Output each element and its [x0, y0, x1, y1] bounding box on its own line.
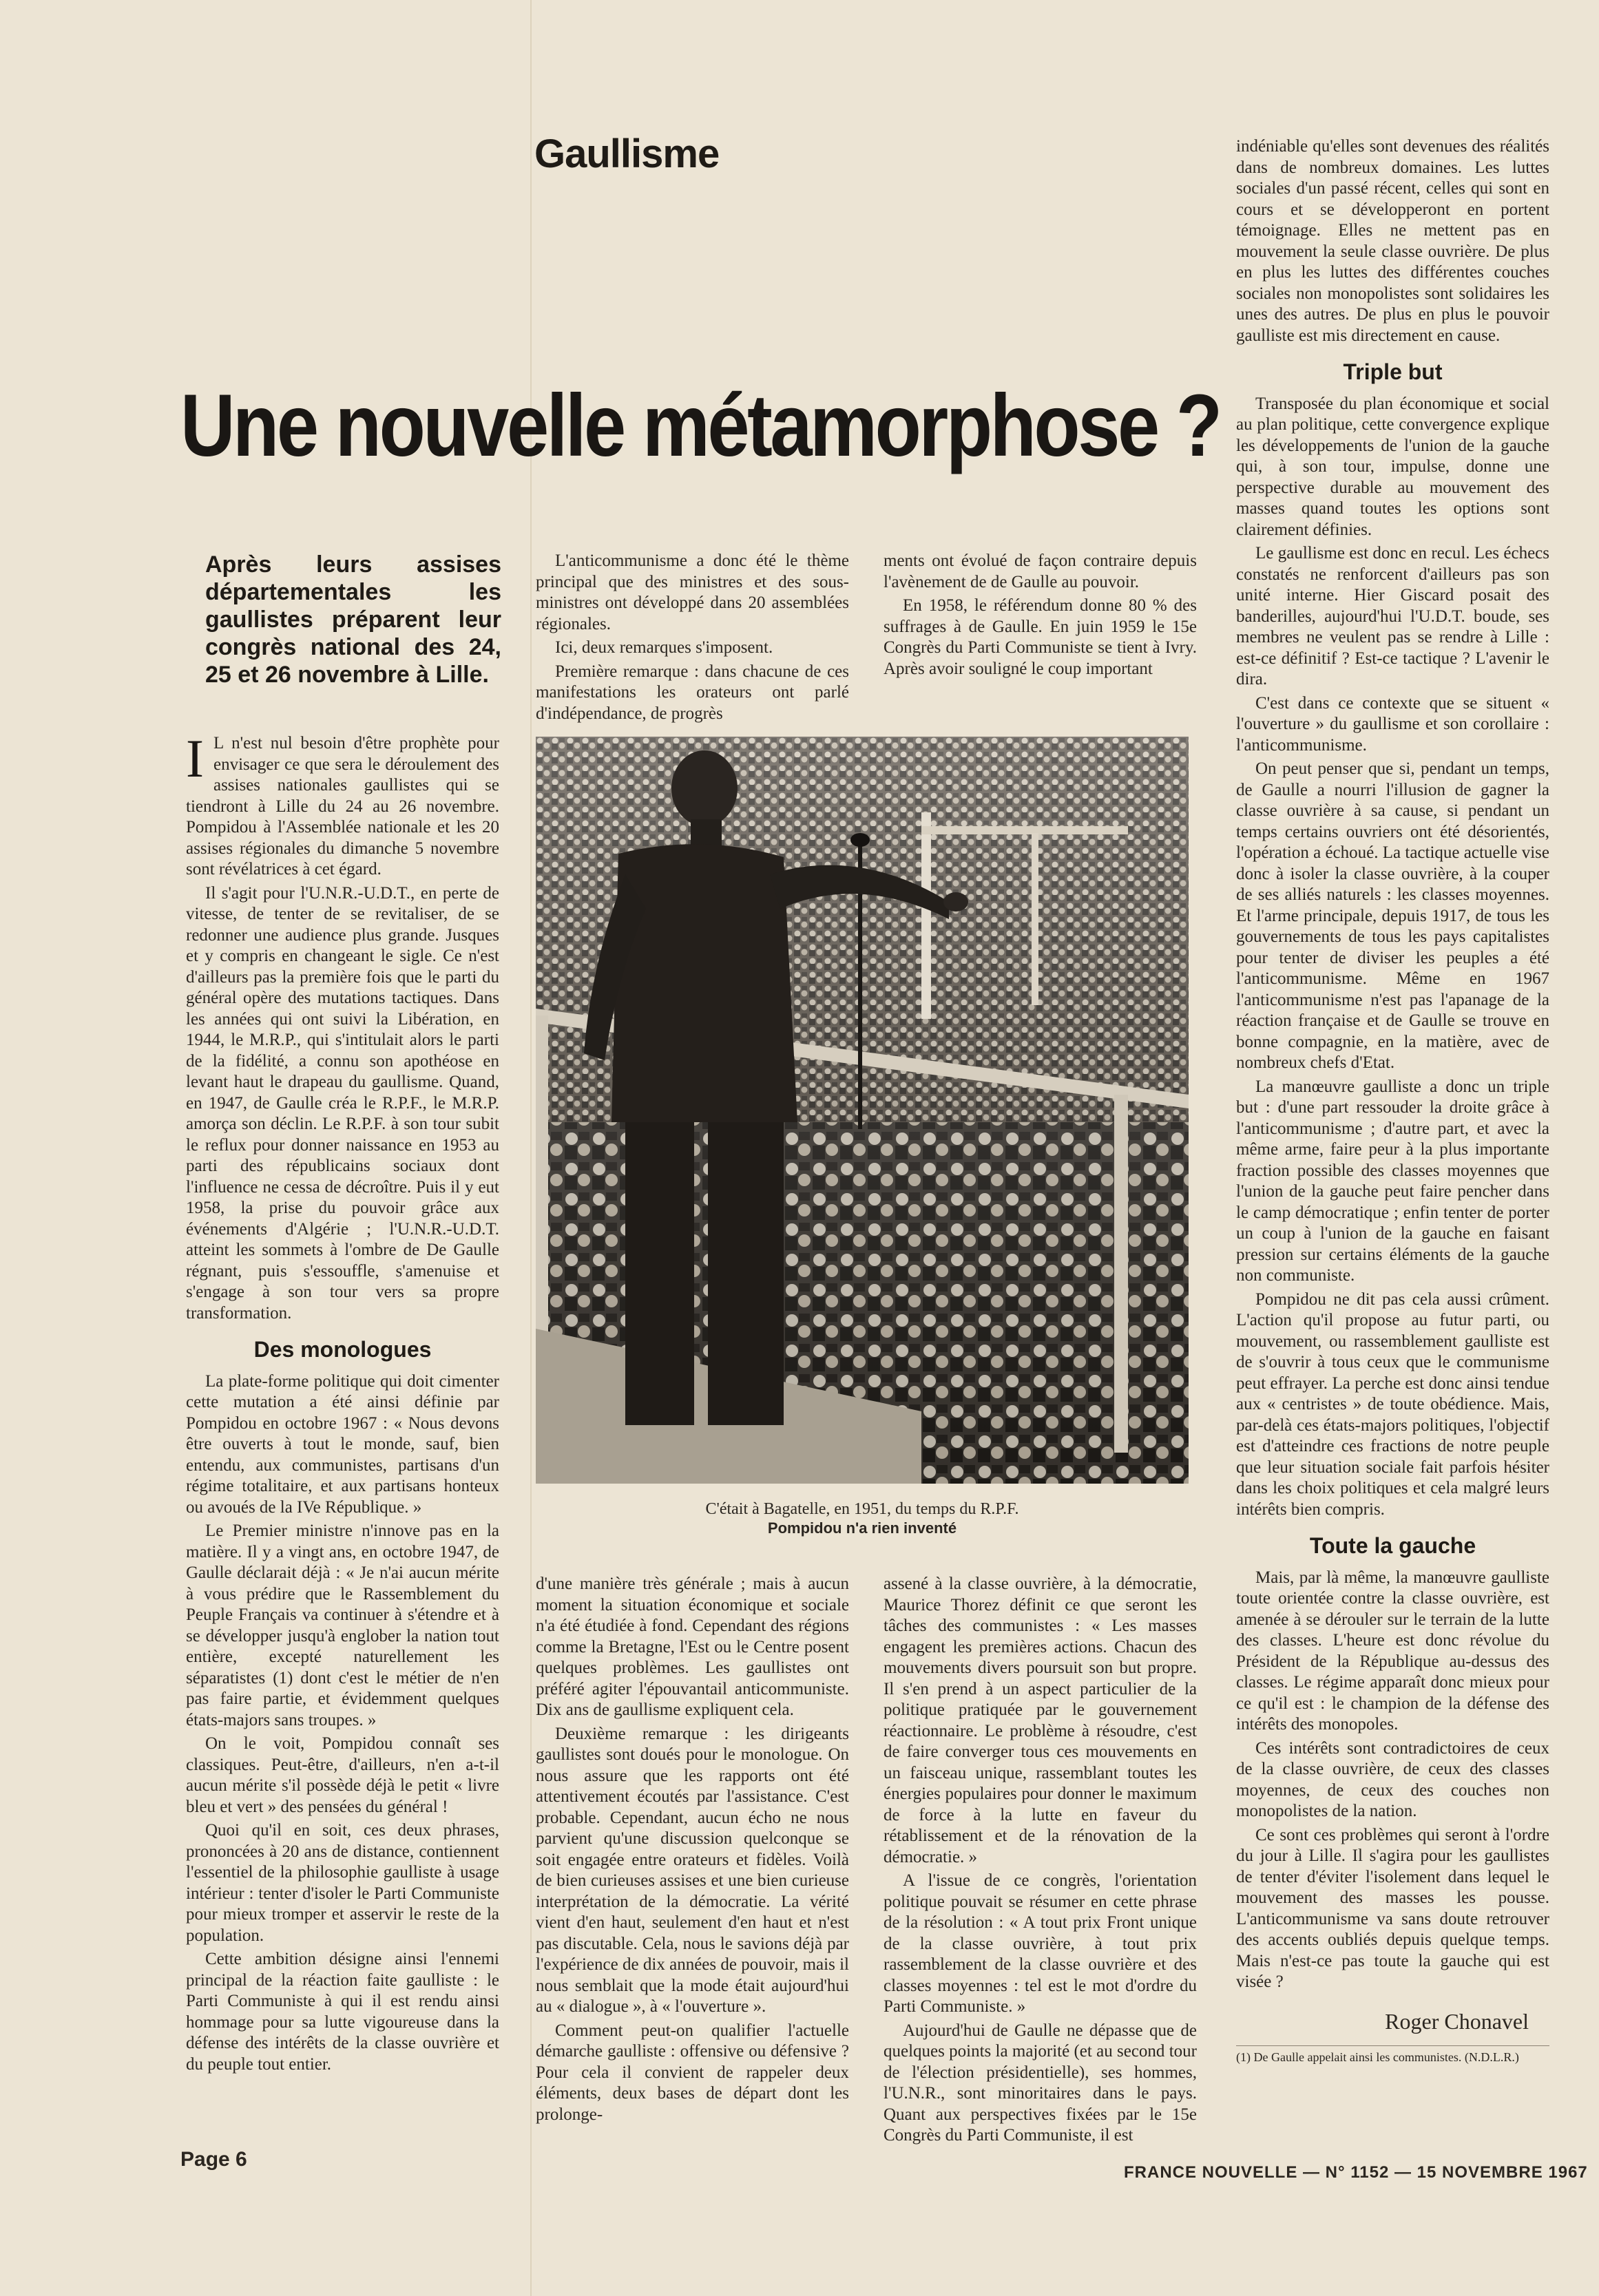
column-3-bottom	[884, 1574, 1197, 2149]
paragraph: Le gaullisme est donc en recul. Les échecs constatés ne renforcent d'ailleurs pas son unité interne. Hier Giscard posait des banderilles, aujourd'hui l'U.D.T. boude, ses membres ne veulent pas se rendre à Lille : est-ce définitif ? Est-ce tactique ? L'avenir le dira.	[1236, 544, 1549, 688]
author-signature: Roger Chonavel	[1385, 2008, 1529, 2034]
paragraph: On peut penser que si, pendant un temps, de Gaulle a nourri l'illusion de gagner la classe ouvrière à sa cause, si pendant un temps certains ouvriers ont été désorientés, l'opération a échoué. La tactique actuelle vise donc à isoler la classe ouvrière, à la couper de ses alliés naturels : les classes moyennes. Et l'arme principale, depuis 1917, de tous les gouvernements de tous les pays capitalistes pour tenter de diviser les peuples a été l'anticommunisme. Même en 1967 l'anticommunisme n'est pas l'apanage de la réaction française et de Gaulle se trouve en bonne compagnie, en la matière, avec de nombreux chefs d'Etat.	[1236, 759, 1549, 1072]
headline: Une nouvelle métamorphose ?	[180, 377, 1220, 475]
subheading-triple-but: Triple but	[1343, 359, 1443, 384]
subheading-toute-la-gauche: Toute la gauche	[1309, 1533, 1476, 1558]
crowd-photo-image	[536, 737, 1189, 1484]
paragraph: Ces intérêts sont contradictoires de ceux de la classe ouvrière, de ceux des classes moyennes, de ceux des couches non monopolistes de la nation.	[1236, 1738, 1549, 1820]
photo-de-gaulle-speech	[536, 737, 1189, 1484]
paragraph: Ici, deux remarques s'imposent.	[555, 638, 773, 657]
paragraph: Pompidou ne dit pas cela aussi crûment. L'action qu'il propose au futur parti, ou mouvement, ou rassemblement gaulliste est de s'ouvrir à tous ceux que le communisme peut effrayer. La perche est donc ainsi tendue aux « centristes » de toute obédience. Mais, par-delà ces états-majors politiques, l'objectif est d'atteindre ces fractions de notre peuple que leur situation sociale fait parfois hésiter dans les choix politiques et cela malgré leurs intérêts bien compris.	[1236, 1289, 1549, 1519]
paragraph: Première remarque : dans chacune de ces manifestations les orateurs ont parlé d'indépendance, de progrès	[536, 662, 849, 723]
paragraph: La plate-forme politique qui doit cimenter cette mutation a été ainsi définie par Pompidou en octobre 1967 : « Nous devons être ouverts à tout le monde, sauf, bien entendu, aux communistes, partisans d'un régime totalitaire, et aux partisans honteux ou avoués de la IVe République. »	[186, 1371, 499, 1517]
column-2-bottom	[536, 1574, 849, 2128]
caption-line-2: Pompidou n'a rien inventé	[767, 1519, 957, 1537]
paragraph: d'une manière très générale ; mais à aucun moment la situation économique et sociale n'a été étudiée à fond. Cependant des régions comme la Bretagne, l'Est ou le Centre posent quelques problèmes. Les gaullistes ont préféré agiter l'épouvantail anticommuniste. Dix ans de gaullisme expliquent cela.	[536, 1574, 849, 1719]
paragraph: Deuxième remarque : les dirigeants gaullistes sont doués pour le monologue. On nous assure que les rapports ont été attentivement écoutés par l'assistance. C'est probable. Cependant, aucun écho ne nous parvient qu'une discussion quelconque se soit engagée entre orateurs et fidèles. Voilà de bien curieuses assises et une bien curieuse interprétation de la démocratie. La vérité vient d'en haut, seulement d'en haut et n'est pas discutable. Cela, nous le savions déjà par l'expérience de dix années de pouvoir, mais il nous semblait que la mode était aujourd'hui au « dialogue », à « l'ouverture ».	[536, 1724, 849, 2016]
paragraph: Quoi qu'il en soit, ces deux phrases, prononcées à 20 ans de distance, contiennent l'essentiel de la philosophie gaulliste à usage intérieur : tenter d'isoler le Parti Communiste pour mieux tromper et asservir le reste de la population.	[186, 1821, 499, 1945]
column-3-top	[884, 551, 1197, 682]
paragraph: Transposée du plan économique et social au plan politique, cette convergence explique les développements de l'union de la gauche qui, à son tour, impulse, donne une perspective durable au mouvement des masses quand toutes les options sont clairement définies.	[1236, 394, 1549, 539]
paragraph: indéniable qu'elles sont devenues des réalités dans de nombreux domaines. Les luttes sociales d'un passé récent, celles qui sont en cours et se développeront en portent témoignage. Elles ne mettent pas en mouvement la seule classe ouvrière. De plus en plus les luttes des différentes couches sociales non monopolistes sont solidaires les unes des autres. De plus en plus le pouvoir gaulliste est mis directement en cause.	[1236, 137, 1549, 345]
paragraph: C'est dans ce contexte que se situent « l'ouverture » du gaullisme et son corollaire : l'anticommunisme.	[1236, 693, 1549, 755]
standfirst: Après leurs assises départementales les gaullistes préparent leur congrès national des 24, 25 et 26 novembre à Lille.	[205, 551, 501, 688]
photo-caption	[536, 1499, 1189, 1538]
paragraph: En 1958, le référendum donne 80 % des suffrages à de Gaulle. En juin 1959 le 15e Congrès du Parti Communiste se tient à Ivry. Après avoir souligné le coup important	[884, 596, 1197, 678]
paragraph: L'anticommunisme a donc été le thème principal que des ministres et des sous-ministres ont développé dans 20 assemblées régionales.	[536, 551, 849, 633]
paragraph: Aujourd'hui de Gaulle ne dépasse que de quelques points la majorité (et au second tour de l'élection présidentielle), ses hommes, l'U.N.R., sont minoritaires dans le pays. Quant aux perspectives fixées par le 15e Congrès du Parti Communiste, il est	[884, 2021, 1197, 2145]
paragraph: Cette ambition désigne ainsi l'ennemi principal de la réaction faite gaulliste : le Parti Communiste à qui il est rendu ainsi hommage pour sa lutte vigoureuse dans la défense des intérêts de la classe ouvrière et du peuple tout entier.	[186, 1950, 499, 2074]
column-2-top	[536, 551, 849, 727]
column-1	[186, 728, 499, 2078]
paragraph: Mais, par là même, la manœuvre gaulliste toute orientée contre la classe ouvrière, est amenée à se dérouler sur le terrain de la lutte des classes. L'heure est donc révolue du Président de la République au-dessus des classes. Le régime apparaît donc mieux pour ce qu'il est : le champion de la défense des intérêts des monopoles.	[1236, 1568, 1549, 1734]
section-label: Gaullisme	[534, 131, 720, 176]
paragraph: I L n'est nul besoin d'être prophète pour envisager ce que sera le déroulement des assises nationales gaullistes qui se tiendront à Lille du 24 au 26 novembre. Pompidou à l'Assemblée nationale et les 20 assises régionales du dimanche 5 novembre sont révélatrices à cet égard.	[186, 728, 499, 878]
page-fold-shadow	[530, 0, 532, 2296]
paragraph: Comment peut-on qualifier l'actuelle démarche gaulliste : offensive ou défensive ? Pour cela il convient de rappeler deux éléments, deux bases de départ dont les prolonge-	[536, 2021, 849, 2124]
drop-cap: I	[186, 728, 204, 788]
paragraph: Le Premier ministre n'innove pas en la matière. Il y a vingt ans, en octobre 1947, de Gaulle déclarait déjà : « Je n'ai aucun mérite à vous prédire que le Rassemblement du Peuple Français va continuer à s'étendre et à se développer jusqu'à englober la nation tout entière, excepté naturellement les séparatistes (1) dont c'est le métier de n'en pas faire partie, et évidemment quelques états-majors sans troupes. »	[186, 1521, 499, 1729]
footnote: (1) De Gaulle appelait ainsi les communistes. (N.D.L.R.)	[1236, 2045, 1549, 2064]
caption-line-1: C'était à Bagatelle, en 1951, du temps du R.P.F.	[705, 1500, 1019, 1518]
paragraph: On le voit, Pompidou connaît ses classiques. Peut-être, d'ailleurs, n'en a-t-il aucun mérite s'il possède déjà le petit « livre bleu et vert » des pensées du général !	[186, 1734, 499, 1816]
column-4	[1236, 136, 1549, 2064]
publication-line: FRANCE NOUVELLE — N° 1152 — 15 NOVEMBRE 1967	[1124, 2163, 1588, 2182]
paragraph: assené à la classe ouvrière, à la démocratie, Maurice Thorez définit ce que seront les tâches des communistes : « Les masses engagent les premières actions. Chacun des mouvements divers poursuit son but propre. Il s'en prend à un aspect particulier de la politique pratiquée par le gouvernement réactionnaire. Le problème à résoudre, c'est de faire converger tous ces mouvements en un faisceau unique, rassemblant toutes les énergies populaires pour donner le maximum de force à la lutte en faveur du rétablissement et de la rénovation de la démocratie. »	[884, 1574, 1197, 1866]
subheading-monologues: Des monologues	[253, 1337, 432, 1362]
page-number: Page 6	[180, 2148, 247, 2171]
paragraph: Il s'agit pour l'U.N.R.-U.D.T., en perte de vitesse, de tenter de se revitaliser, de se redonner une audience plus grande. Jusques et y compris en changeant le sigle. Ce n'est d'ailleurs pas la première fois que le parti du général opère des mutations tactiques. Dans les années qui ont suivi la Libération, en 1944, le M.R.P., qui s'intitulait alors le parti de la fidélité, a connu son apothéose en levant haut le drapeau du gaullisme. Quand, en 1947, de Gaulle créa le R.P.F., le M.R.P. amorça son déclin. Le R.P.F. à son tour subit le reflux pour donner naissance en 1953 au parti des républicains sociaux dont l'influence ne cessa de décroître. Puis il y eut 1958, la prise du pouvoir grâce aux événements d'Algérie ; l'U.N.R.-U.D.T. atteint les sommets à l'ombre de De Gaulle régnant, puis s'essouffle, s'amenuise et s'engage à son tour vers sa propre transformation.	[186, 883, 499, 1323]
paragraph: Ce sont ces problèmes qui seront à l'ordre du jour à Lille. Il s'agira pour les gaullistes de tenter d'éviter l'isolement dans lequel le mouvement des masses les pousse. L'anticommunisme va sans doute retrouver des accents oubliés depuis quelque temps. Mais n'est-ce pas toute la gauche qui est visée ?	[1236, 1825, 1549, 1991]
paragraph: ments ont évolué de façon contraire depuis l'avènement de de Gaulle au pouvoir.	[884, 551, 1197, 591]
paragraph: La manœuvre gaulliste a donc un triple but : d'une part ressouder la droite grâce à l'anticommunisme ; d'autre part, et avec la même arme, faire peur à la plus importante fraction possible des classes moyennes que l'union de la gauche peut faire pencher dans le camp démocratique ; enfin tenter de porter un coup à l'union de la gauche en faisant pression sur certains éléments de la gauche non communiste.	[1236, 1077, 1549, 1285]
paragraph: A l'issue de ce congrès, l'orientation politique pouvait se résumer en cette phrase de la résolution : « A tout prix Front unique de la classe ouvrière, à tout prix rassemblement de la classe ouvrière et des classes moyennes : tel est le mot d'ordre du Parti Communiste. »	[884, 1871, 1197, 2016]
